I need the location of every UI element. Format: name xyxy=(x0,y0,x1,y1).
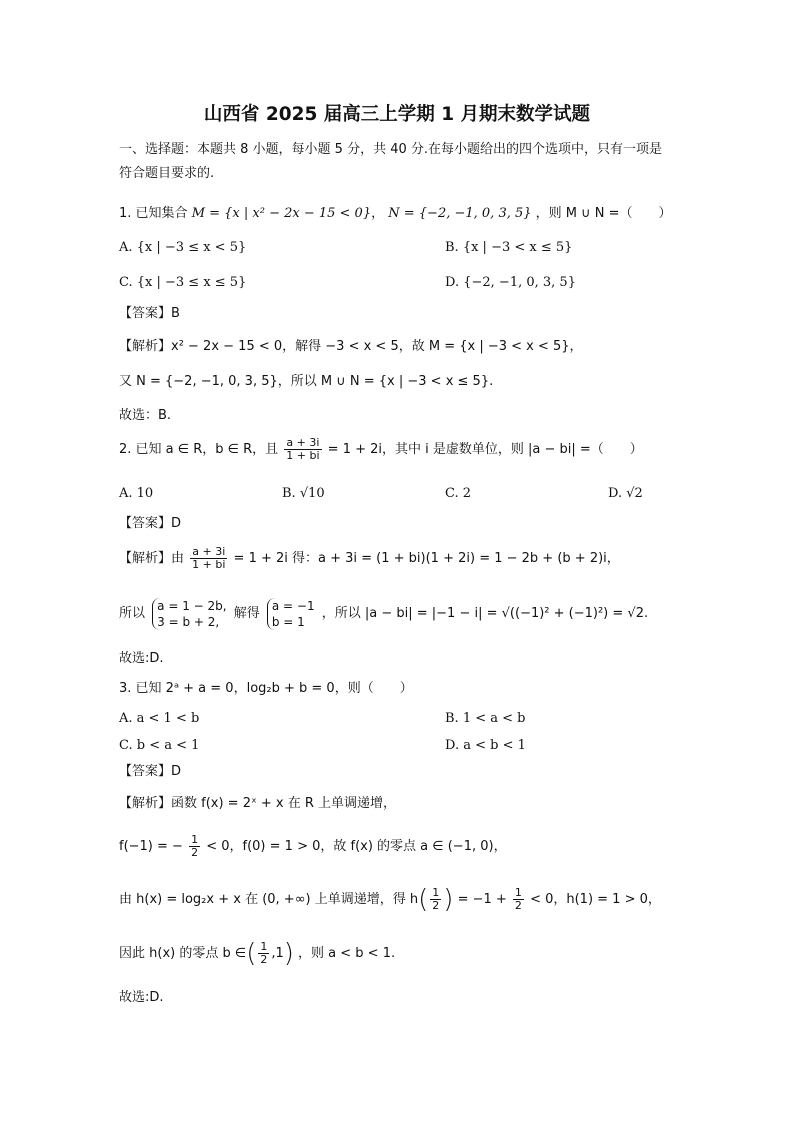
question-2-stem xyxy=(119,436,643,464)
q2-sys2-line-1: a = −1 xyxy=(271,598,315,613)
q2-option-a: A. 10 xyxy=(119,486,154,501)
q3-analysis-line-2 xyxy=(119,832,507,862)
half-denominator: 2 xyxy=(260,953,268,966)
q3-half-fraction-4 xyxy=(258,941,269,966)
q1-option-b: B. {x | −3 < x ≤ 5} xyxy=(445,240,573,255)
q3-answer: 【答案】D xyxy=(119,764,182,779)
q2-sys-suffix: ，所以 |a − bi| = |−1 − i| = √((−1)² + (−1)²) = √2. xyxy=(321,606,649,621)
q3-option-b: B. 1 < a < b xyxy=(445,711,526,726)
q2-fraction xyxy=(284,437,321,462)
q2-sys2-line-2: b = 1 xyxy=(271,614,305,629)
q3-option-a: A. a < 1 < b xyxy=(119,711,200,726)
q3-analysis-4b: ，则 a < b < 1. xyxy=(298,946,396,961)
half-denominator: 2 xyxy=(191,846,199,859)
q3-half-fraction-3 xyxy=(513,887,524,912)
q2-sys1-line-1: a = 1 − 2b, xyxy=(157,598,227,613)
question-3-stem: 3. 已知 2ᵃ + a = 0，log₂b + b = 0，则（ ） xyxy=(119,681,413,696)
question-1-stem: 1. 已知集合 M = {x | x² − 2x − 15 < 0}， N = {−2, −1, 0, 3, 5} ，则 M ∪ N =（ ） xyxy=(119,206,672,221)
q1-option-c: C. {x | −3 ≤ x ≤ 5} xyxy=(119,275,247,290)
q2-conclusion: 故选:D. xyxy=(119,651,164,666)
q2-fraction-denominator: 1 + bi xyxy=(286,449,320,462)
right-paren: ) xyxy=(283,938,294,969)
set-m: M = {x | x² − 2x − 15 < 0} xyxy=(191,206,372,221)
q3-analysis-2a: f(−1) = − xyxy=(119,839,183,854)
q3-analysis-3b: = −1 + xyxy=(457,892,507,907)
q3-option-d: D. a < b < 1 xyxy=(445,738,526,753)
question-1-prefix: 1. 已知集合 xyxy=(119,206,188,221)
left-paren: ( xyxy=(418,884,429,915)
q2-sys-mid: 解得 xyxy=(233,606,260,621)
page-title: 山西省 2025 届高三上学期 1 月期末数学试题 xyxy=(203,104,591,125)
q2-analysis-suffix: = 1 + 2i 得：a + 3i = (1 + bi)(1 + 2i) = 1 − 2b + (b + 2)i， xyxy=(233,551,620,566)
q3-analysis-2b: < 0，f(0) = 1 > 0，故 f(x) 的零点 a ∈ (−1, 0)， xyxy=(206,839,507,854)
question-1-suffix: ，则 M ∪ N =（ ） xyxy=(535,206,672,221)
q2-option-b: B. √10 xyxy=(282,486,325,501)
q1-option-d: D. {−2, −1, 0, 3, 5} xyxy=(445,275,576,290)
q3-analysis-4a: 因此 h(x) 的零点 b ∈ xyxy=(119,946,247,961)
q2-sys-prefix: 所以 xyxy=(119,606,146,621)
q2-equation-system-2 xyxy=(267,598,315,630)
q3-option-c: C. b < a < 1 xyxy=(119,738,200,753)
section-header: 一、选择题：本题共 8 小题，每小题 5 分，共 40 分.在每小题给出的四个选项中，只有一项是符合题目要求的. xyxy=(119,142,663,181)
q3-analysis-3a: 由 h(x) = log₂x + x 在 (0, +∞) 上单调递增，得 h xyxy=(119,892,419,907)
half-denominator: 2 xyxy=(514,899,522,912)
q3-half-fraction-1 xyxy=(189,834,200,859)
q1-conclusion: 故选：B. xyxy=(119,408,172,423)
q2-sys1-line-2: 3 = b + 2, xyxy=(157,614,220,629)
q2-option-d: D. √2 xyxy=(608,486,643,501)
q2-answer: 【答案】D xyxy=(119,516,182,531)
q2-analysis-line-2 xyxy=(119,596,648,632)
q1-analysis-line-2: 又 N = {−2, −1, 0, 3, 5}，所以 M ∪ N = {x | −3 < x ≤ 5}. xyxy=(119,374,494,389)
q2-analysis-prefix: 【解析】由 xyxy=(119,551,185,566)
q3-analysis-line-1: 【解析】函数 f(x) = 2ˣ + x 在 R 上单调递增， xyxy=(119,796,397,811)
q3-half-fraction-2 xyxy=(430,887,441,912)
right-paren: ) xyxy=(443,884,454,915)
question-2-suffix: = 1 + 2i，其中 i 是虚数单位，则 |a − bi| =（ ） xyxy=(327,442,643,457)
half-numerator: 1 xyxy=(260,940,268,953)
q1-answer: 【答案】B xyxy=(119,306,180,321)
q2-analysis-fraction xyxy=(190,546,227,571)
q3-analysis-line-4: 因此 h(x) 的零点 b ∈( $\frac{1}{2}$ ,1) ，则 a < b < 1. xyxy=(119,938,396,969)
q2-fraction-numerator: a + 3i xyxy=(284,437,321,450)
q2-analysis-fraction-denominator: 1 + bi xyxy=(192,558,226,571)
q2-option-c: C. 2 xyxy=(445,486,472,501)
q2-analysis-line-1 xyxy=(119,545,620,573)
half-numerator: 1 xyxy=(191,833,199,846)
half-numerator: 1 xyxy=(432,886,440,899)
q3-conclusion: 故选:D. xyxy=(119,990,164,1005)
half-denominator: 2 xyxy=(432,899,440,912)
q3-analysis-3c: < 0，h(1) = 1 > 0， xyxy=(530,892,661,907)
question-2-prefix: 2. 已知 a ∈ R，b ∈ R，且 xyxy=(119,442,279,457)
set-n: N = {−2, −1, 0, 3, 5} xyxy=(388,206,532,221)
q1-analysis-line-1: 【解析】x² − 2x − 15 < 0，解得 −3 < x < 5，故 M = {x | −3 < x < 5}， xyxy=(119,339,583,354)
left-paren: ( xyxy=(246,938,257,969)
q3-analysis-line-3 xyxy=(119,884,661,916)
q2-equation-system-1 xyxy=(152,598,226,630)
q2-analysis-fraction-numerator: a + 3i xyxy=(190,546,227,559)
half-numerator: 1 xyxy=(514,886,522,899)
q1-option-a: A. {x | −3 ≤ x < 5} xyxy=(119,240,247,255)
